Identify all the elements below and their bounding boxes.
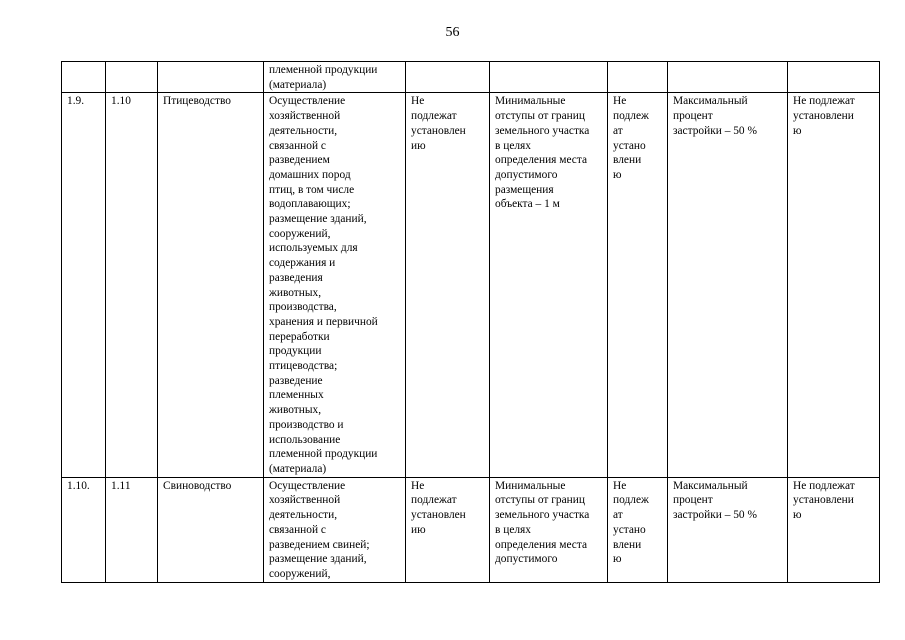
use-description-cell: племенной продукции (материала) [264, 62, 406, 93]
use-description-cell: Осуществление хозяйственной деятельности, связанной с разведением домашних пород птиц, в том числе водоплавающих; размещение зданий, сооружений, используемых для содержания и разведения животных, производства, хранения и первичной переработки продукции птицеводства; разведение племенных животных, производство и использование племенной продукции (материала) [264, 93, 406, 477]
zoning-table [61, 61, 880, 583]
table-row [62, 62, 880, 93]
coverage-cell: Максимальный процент застройки – 50 % [668, 477, 788, 582]
page-number: 56 [445, 25, 460, 40]
row-number-cell: 1.10. [62, 477, 106, 582]
table-row [62, 477, 880, 582]
setbacks-cell [490, 62, 608, 93]
use-name-cell [158, 62, 264, 93]
use-code-cell: 1.11 [106, 477, 158, 582]
other-cell: Не подлежат установлени ю [788, 93, 880, 477]
other-cell: Не подлежат установлени ю [788, 477, 880, 582]
floors-cell [608, 62, 668, 93]
setbacks-cell: Минимальные отступы от границ земельного участка в целях определения места допустимого размещения объекта – 1 м [490, 93, 608, 477]
min-params-cell: Не подлежат установлен ию [406, 477, 490, 582]
floors-cell: Не подлеж ат устано влени ю [608, 93, 668, 477]
setbacks-cell: Минимальные отступы от границ земельного участка в целях определения места допустимого [490, 477, 608, 582]
table-row [62, 93, 880, 477]
min-params-cell [406, 62, 490, 93]
use-description-cell: Осуществление хозяйственной деятельности, связанной с разведением свиней; размещение зданий, сооружений, [264, 477, 406, 582]
use-name-cell: Свиноводство [158, 477, 264, 582]
floors-cell: Не подлеж ат устано влени ю [608, 477, 668, 582]
use-code-cell [106, 62, 158, 93]
row-number-cell [62, 62, 106, 93]
row-number-cell: 1.9. [62, 93, 106, 477]
other-cell [788, 62, 880, 93]
min-params-cell: Не подлежат установлен ию [406, 93, 490, 477]
use-code-cell: 1.10 [106, 93, 158, 477]
coverage-cell [668, 62, 788, 93]
coverage-cell: Максимальный процент застройки – 50 % [668, 93, 788, 477]
use-name-cell: Птицеводство [158, 93, 264, 477]
